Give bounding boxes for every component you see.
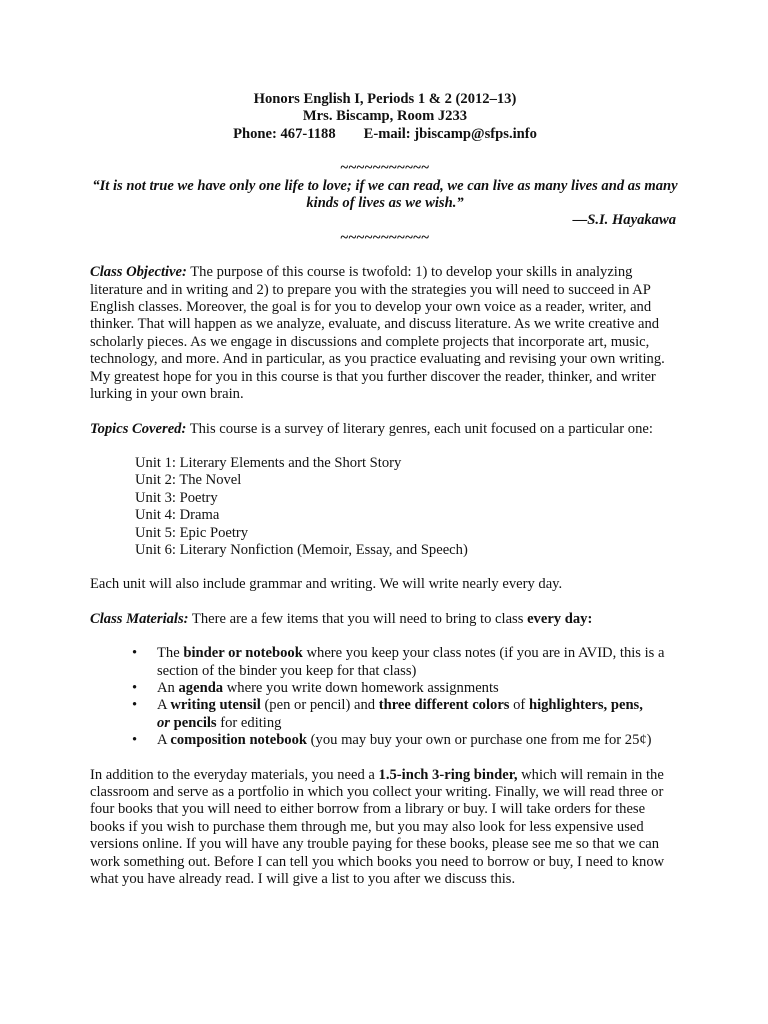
grammar-writing-note: Each unit will also include grammar and writing. We will write nearly every day. bbox=[90, 576, 563, 593]
class-objective-label: Class Objective: bbox=[90, 264, 187, 281]
unit-item: Unit 4: Drama bbox=[135, 507, 220, 524]
epigraph-quote: “It is not true we have only one life to love; if we can read, we can live as many lives and as many kinds of lives as we wish.” bbox=[92, 177, 678, 212]
teacher-room: Mrs. Biscamp, Room J233 bbox=[302, 108, 468, 125]
course-title: Honors English I, Periods 1 & 2 (2012–13) bbox=[253, 91, 517, 107]
email-address: E-mail: jbiscamp@sfps.info bbox=[363, 125, 537, 142]
binder-requirement: 1.5-inch 3-ring binder, bbox=[378, 766, 518, 783]
bullet-icon: • bbox=[132, 697, 138, 714]
materials-list bbox=[90, 645, 680, 749]
divider-top: ~~~~~~~~~~~ bbox=[340, 160, 430, 177]
closing-paragraph: In addition to the everyday materials, you need a 1.5-inch 3-ring binder, which will remain in the classroom and serve as a portfolio in which you collect your writing. Finally, we will read three or four books that you will need to either borrow from a library or buy. I will take orders for these books if you wish to purchase them through me, but you may also look for less expensive used versions online. If you will have any trouble paying for these books, please see me so that we can work something out. Before I can tell you which books you need to borrow or buy, I need to know what you have already read. I will give a list to you after we discuss this. bbox=[90, 766, 665, 888]
class-materials-paragraph bbox=[90, 611, 680, 628]
divider-bottom: ~~~~~~~~~~~ bbox=[340, 229, 430, 246]
every-day-emphasis: every day: bbox=[527, 610, 593, 627]
materials-item-agenda: • An agenda where you write down homework assignments bbox=[132, 679, 499, 696]
unit-item: Unit 2: The Novel bbox=[135, 472, 242, 489]
unit-item: Unit 6: Literary Nonfiction (Memoir, Essay, and Speech) bbox=[135, 541, 468, 558]
bullet-icon: • bbox=[132, 679, 138, 696]
epigraph-attribution: —S.I. Hayakawa bbox=[572, 212, 676, 229]
materials-item-composition: • A composition notebook (you may buy your own or purchase one from me for 25¢) bbox=[132, 732, 652, 749]
class-materials-text: There are a few items that you will need to bring to class bbox=[188, 610, 528, 627]
class-materials-label: Class Materials: bbox=[90, 610, 189, 627]
materials-item-binder: • The binder or notebook where you keep your class notes (if you are in AVID, this is a section of the binder you keep for that class) bbox=[132, 645, 665, 679]
syllabus-page bbox=[90, 91, 680, 888]
topics-label: Topics Covered: bbox=[90, 420, 187, 437]
contact-line bbox=[90, 126, 680, 143]
topics-text: This course is a survey of literary genres, each unit focused on a particular one: bbox=[186, 420, 653, 437]
class-objective-text: The purpose of this course is twofold: 1) to develop your skills in analyzing literature and in writing and 2) to prepare you with the strategies you will need to succeed in AP English classes. Moreover, the goal is for you to develop your own voice as a reader, writer, and thinker. That will happen as we analyze, evaluate, and discuss literature. As we write creative and scholarly pieces. As we engage in discussions and complete projects that incorporate art, music, technology, and more. And in particular, as you practice evaluating and revising your own writing. My greatest hope for you in this course is that you further discover the reader, thinker, and writer lurking in your own brain. bbox=[90, 264, 665, 403]
phone-number: Phone: 467-1188 bbox=[233, 125, 336, 142]
bullet-icon: • bbox=[132, 645, 138, 662]
document-header bbox=[90, 91, 680, 143]
bullet-icon: • bbox=[132, 732, 138, 749]
unit-item: Unit 3: Poetry bbox=[135, 489, 218, 506]
unit-item: Unit 5: Epic Poetry bbox=[135, 524, 249, 541]
unit-list bbox=[90, 455, 680, 559]
class-objective-paragraph bbox=[90, 264, 680, 403]
materials-item-utensil: • A writing utensil (pen or pencil) and three different colors of highlighters, pens, or pencils for editing bbox=[132, 697, 643, 731]
unit-item: Unit 1: Literary Elements and the Short Story bbox=[135, 454, 402, 471]
topics-paragraph bbox=[90, 421, 680, 438]
